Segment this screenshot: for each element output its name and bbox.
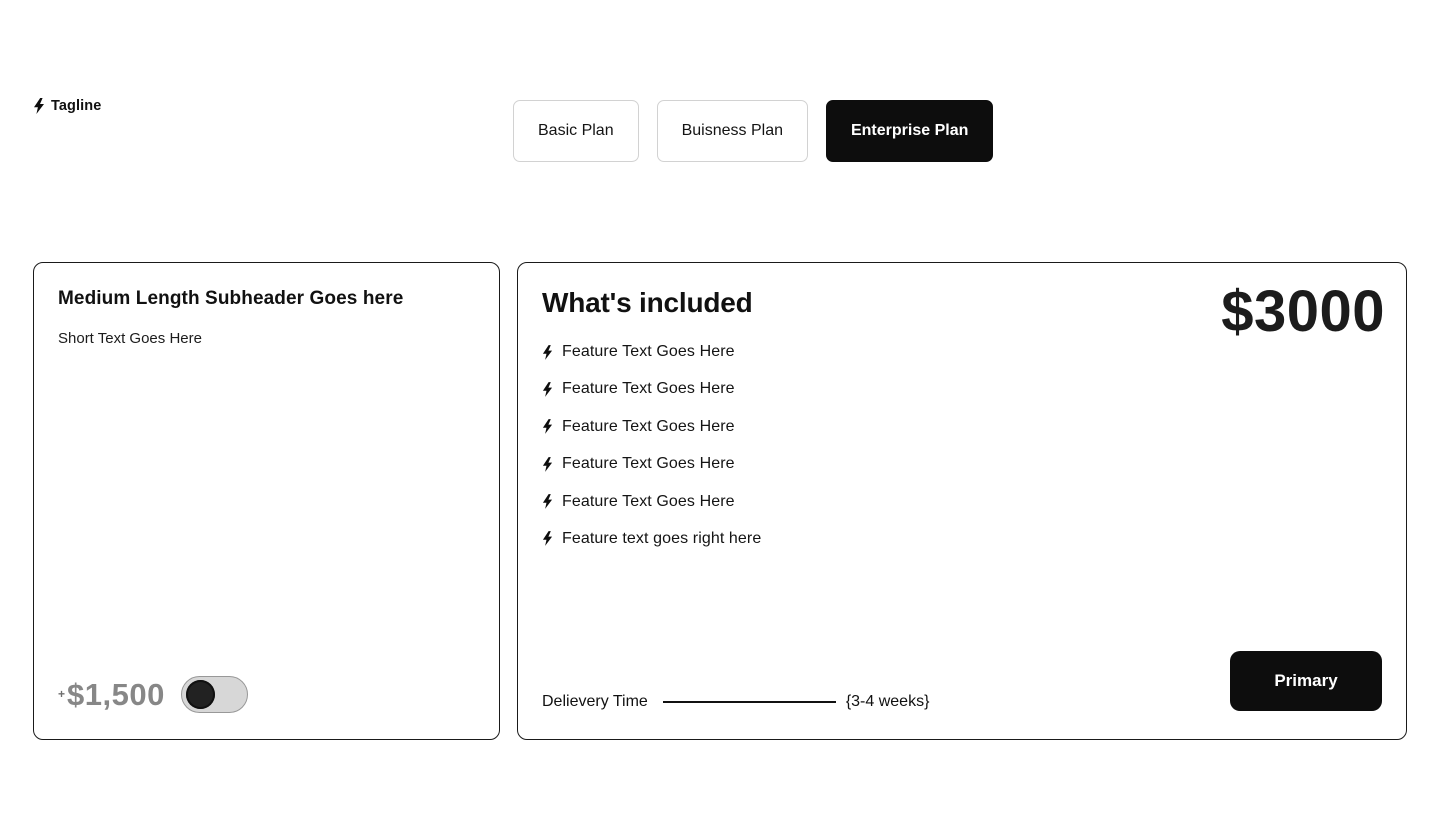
addon-plus-sign: + xyxy=(58,686,66,701)
tab-buisness-plan[interactable]: Buisness Plan xyxy=(657,100,808,162)
feature-item xyxy=(542,379,761,399)
feature-list xyxy=(542,342,761,566)
addon-card xyxy=(33,262,500,740)
feature-text: Feature Text Goes Here xyxy=(562,492,735,510)
feature-item xyxy=(542,529,761,549)
delivery-value: {3-4 weeks} xyxy=(845,693,930,710)
toggle-knob xyxy=(186,680,215,709)
plan-price: $3000 xyxy=(1221,279,1385,344)
feature-text: Feature Text Goes Here xyxy=(562,380,735,398)
plan-details-card xyxy=(517,262,1407,740)
delivery-label: Delievery Time xyxy=(542,693,648,710)
feature-text: Feature text goes right here xyxy=(562,529,762,547)
addon-amount: $1,500 xyxy=(67,676,165,712)
delivery-divider-line xyxy=(663,701,836,703)
bolt-icon xyxy=(542,457,553,472)
feature-text: Feature Text Goes Here xyxy=(562,343,735,360)
feature-text: Feature Text Goes Here xyxy=(562,455,735,473)
plan-tabs xyxy=(513,100,993,162)
bolt-icon xyxy=(542,531,553,546)
bolt-icon xyxy=(542,382,553,397)
bolt-icon xyxy=(542,419,553,434)
included-title: What's included xyxy=(542,287,753,318)
bolt-icon xyxy=(542,345,553,360)
tagline xyxy=(33,98,101,114)
bolt-icon xyxy=(542,494,553,509)
feature-item xyxy=(542,342,761,362)
feature-item xyxy=(542,454,761,474)
feature-item xyxy=(542,492,761,512)
tab-basic-plan[interactable]: Basic Plan xyxy=(513,100,639,162)
tagline-label: Tagline xyxy=(51,98,102,114)
tab-enterprise-plan[interactable]: Enterprise Plan xyxy=(826,100,993,162)
addon-card-subtitle: Short Text Goes Here xyxy=(58,330,202,347)
addon-card-title: Medium Length Subheader Goes here xyxy=(58,288,404,309)
feature-item xyxy=(542,417,761,437)
feature-text: Feature Text Goes Here xyxy=(562,417,735,435)
primary-button[interactable]: Primary xyxy=(1230,651,1382,711)
bolt-icon xyxy=(33,98,45,114)
addon-price xyxy=(58,677,165,713)
delivery-row xyxy=(542,693,929,711)
addon-price-row xyxy=(58,676,248,713)
addon-toggle[interactable] xyxy=(181,676,248,713)
